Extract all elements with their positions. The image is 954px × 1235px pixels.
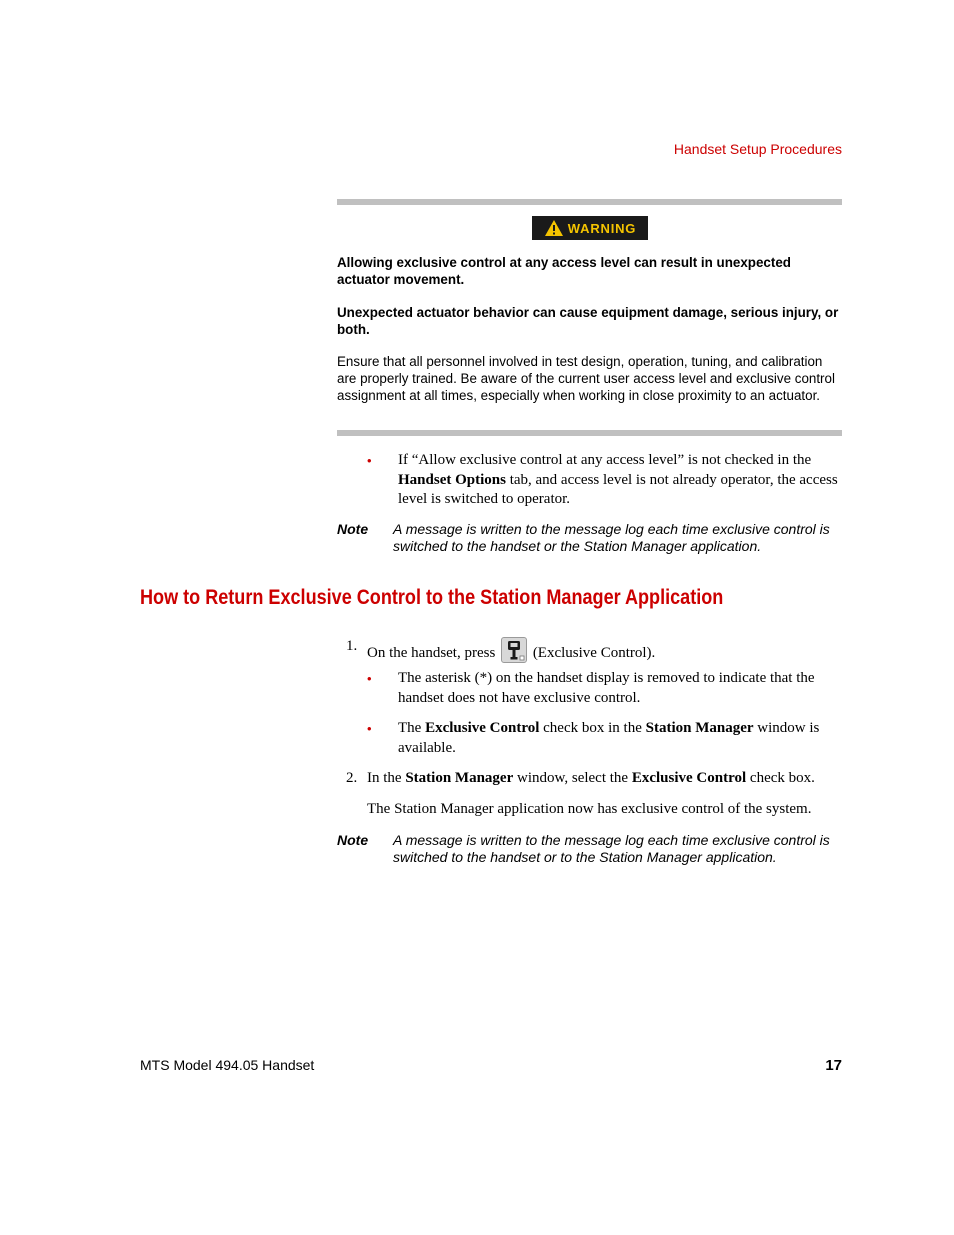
bullet-text-exclusive-control: If “Allow exclusive control at any access level” is not checked in the Handset Options tab, and access level is not already operator, the access level is switched to operator.: [398, 452, 838, 507]
warning-paragraph-3: Ensure that all personnel involved in test design, operation, tuning, and calibration are properly trained. Be aware of the current user access level and exclusive control assignment at all times, especially when working in close proximity to an actuator.: [337, 354, 835, 403]
warning-paragraph-2: Unexpected actuator behavior can cause equipment damage, serious injury, or both.: [337, 305, 839, 337]
footer-doc-title: MTS Model 494.05 Handset: [140, 1057, 315, 1073]
warning-paragraph-1: Allowing exclusive control at any access level can result in unexpected actuator movement.: [337, 255, 791, 287]
note-text: A message is written to the message log each time exclusive control is switched to the handset or to the Station Manager application.: [393, 832, 830, 865]
step-number: 1.: [346, 638, 358, 654]
warning-bottom-rule: [337, 430, 842, 436]
step-2-text: In the Station Manager window, select the Exclusive Control check box.: [367, 770, 815, 786]
note-label: Note: [337, 521, 369, 537]
running-header: Handset Setup Procedures: [673, 141, 842, 157]
bullet-text-checkbox-available: The Exclusive Control check box in the Station Manager window is available.: [398, 720, 820, 756]
bullet-marker: •: [367, 721, 372, 736]
bullet-marker: •: [367, 453, 372, 468]
note-label: Note: [337, 832, 369, 848]
bullet-marker: •: [367, 671, 372, 686]
step-2-followup: The Station Manager application now has exclusive control of the system.: [367, 801, 812, 817]
section-heading: How to Return Exclusive Control to the Station Manager Application: [140, 586, 724, 609]
step-number: 2.: [346, 770, 358, 786]
warning-triangle-icon: [544, 219, 564, 237]
note-text: A message is written to the message log each time exclusive control is switched to the handset or the Station Manager application.: [393, 521, 830, 554]
page-number: 17: [825, 1057, 842, 1074]
warning-badge: [532, 216, 648, 240]
exclusive-control-key-icon: [501, 637, 527, 663]
bullet-text-asterisk: The asterisk (*) on the handset display is removed to indicate that the handset does not have exclusive control.: [398, 670, 815, 706]
warning-badge-label: WARNING: [567, 220, 637, 236]
step-1-text: On the handset, press (Exclusive Control).: [367, 637, 837, 664]
warning-top-rule: [337, 199, 842, 205]
